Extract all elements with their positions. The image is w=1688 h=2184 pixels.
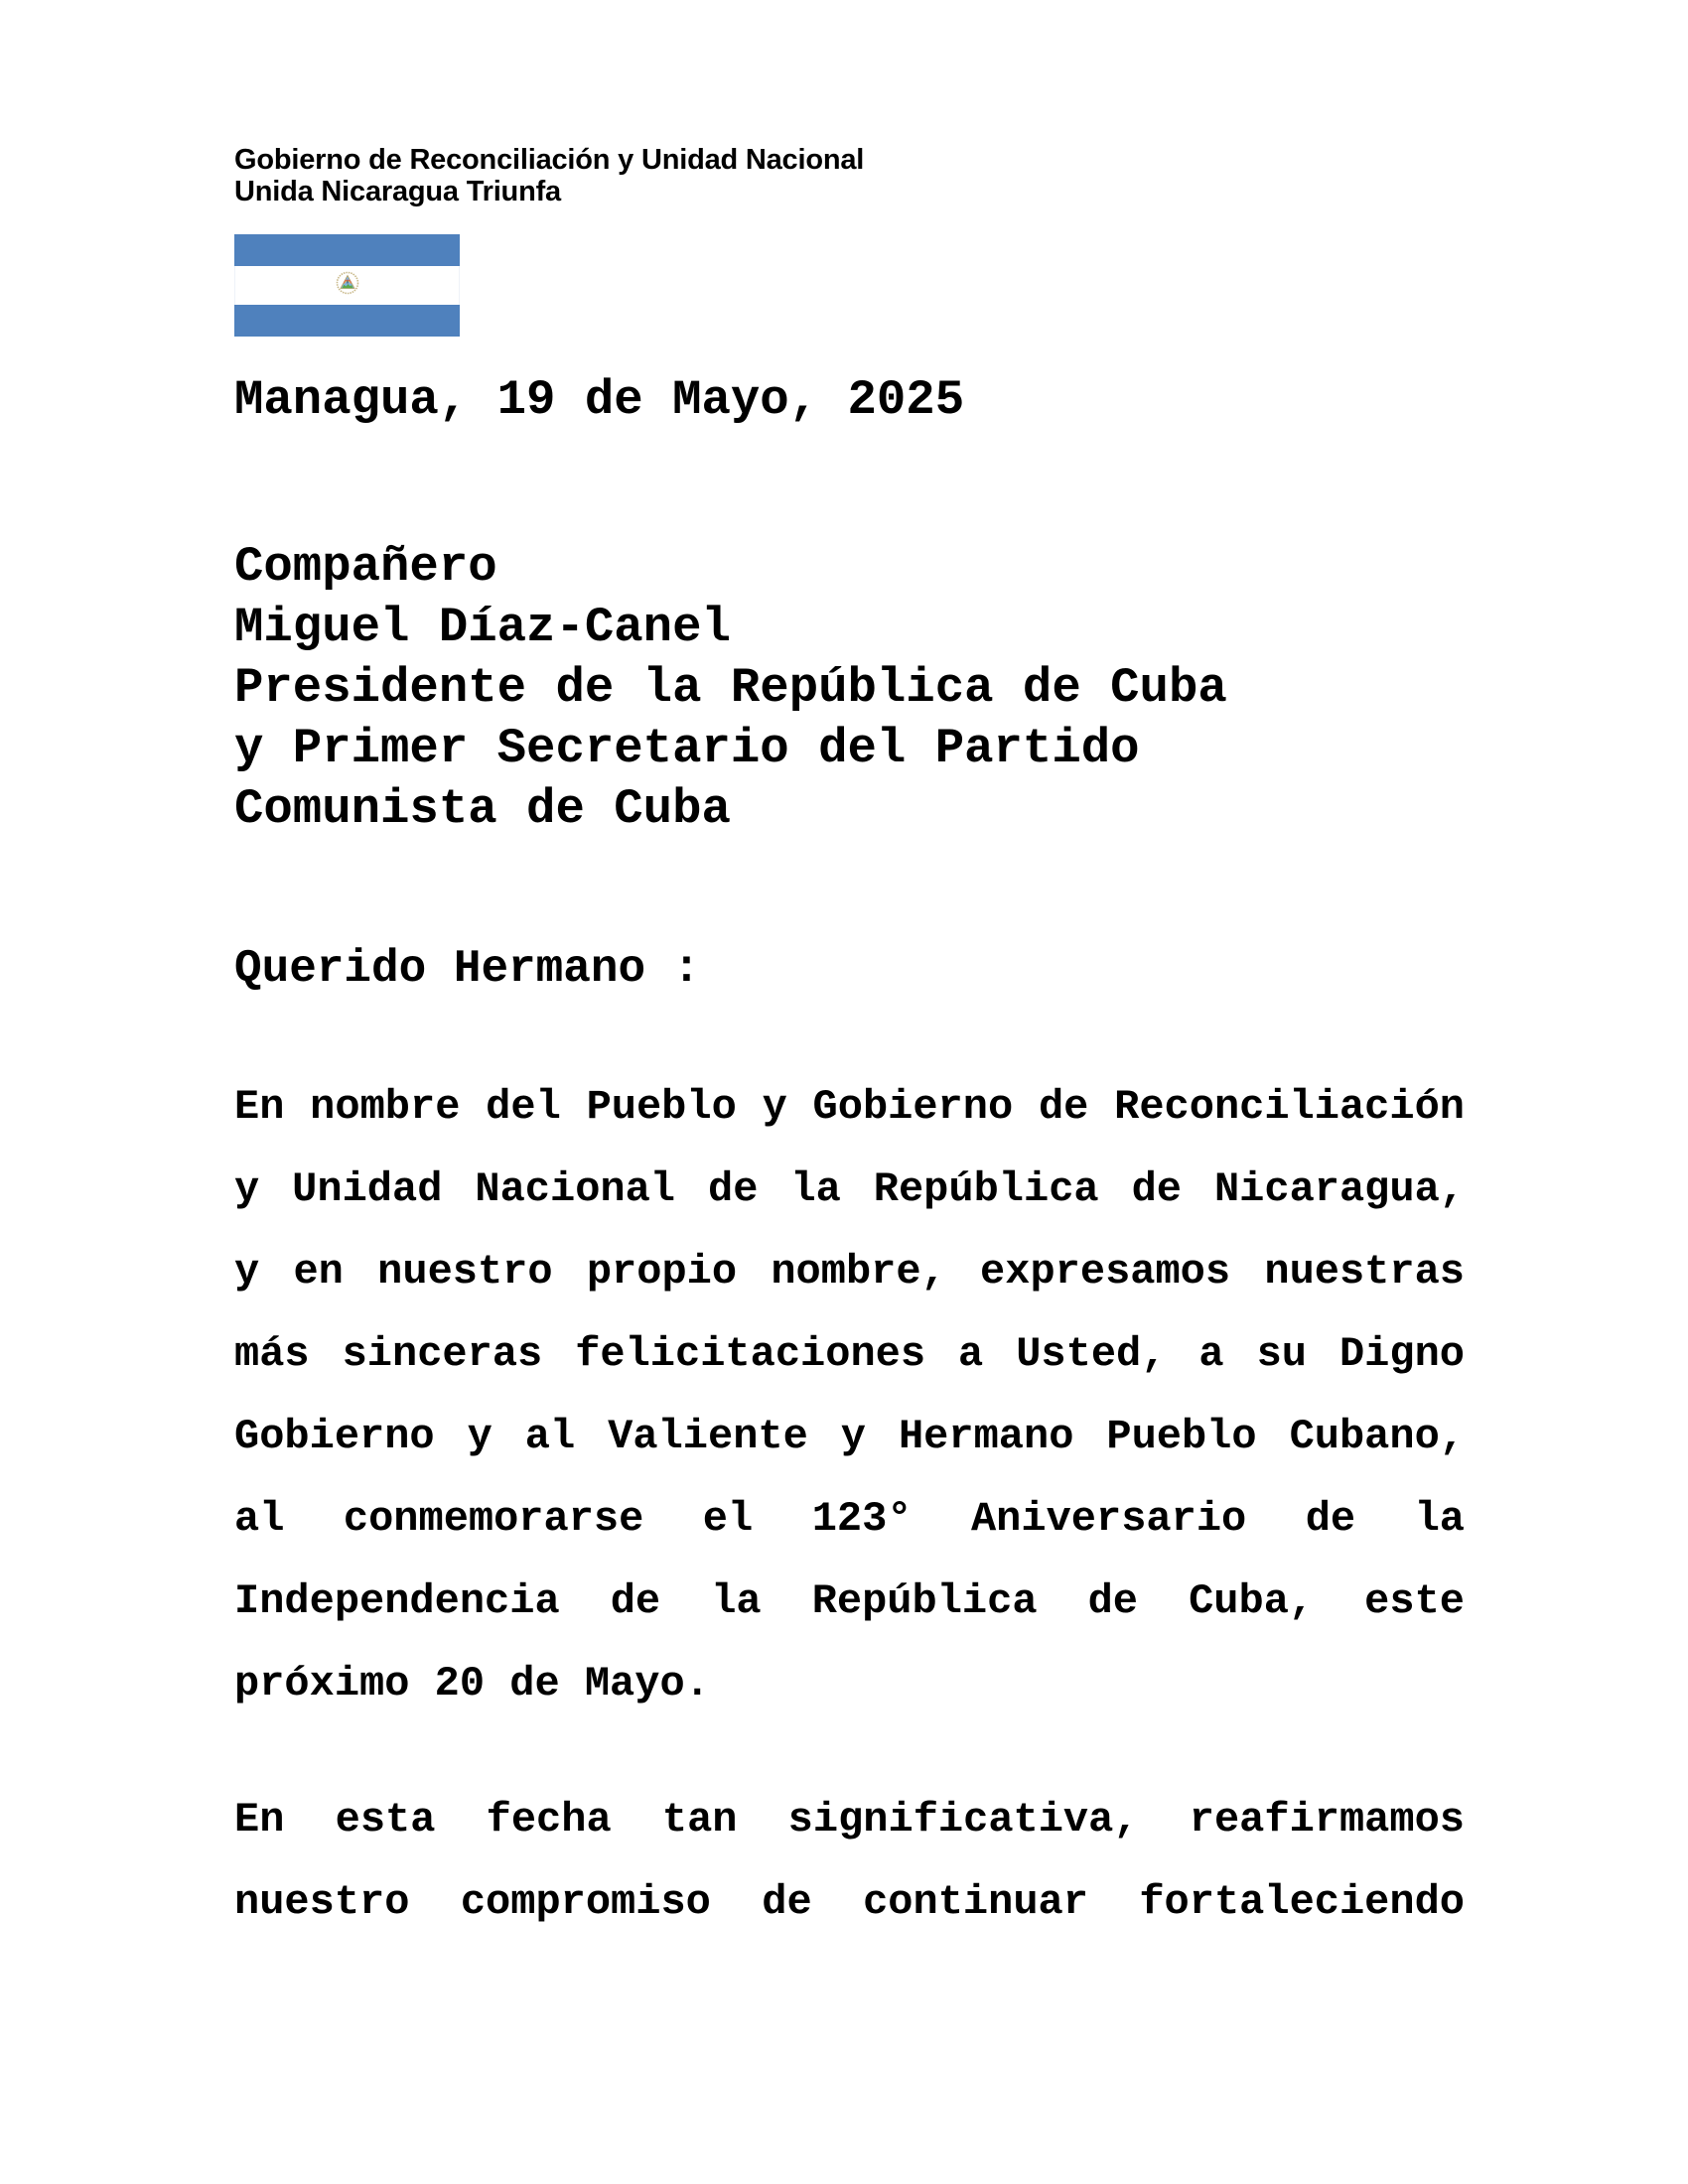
recipient-title-line-1: Presidente de la República de Cuba bbox=[234, 660, 1227, 716]
paragraph-line: Independencia de la República de Cuba, este bbox=[234, 1577, 1465, 1625]
paragraph-line: y Unidad Nacional de la República de Nicaragua, bbox=[234, 1165, 1465, 1213]
flag-middle-stripe bbox=[234, 266, 460, 305]
recipient-name: Miguel Díaz-Canel bbox=[234, 600, 731, 655]
greeting: Querido Hermano : bbox=[234, 943, 701, 995]
paragraph-line: En esta fecha tan significativa, reafirmamos bbox=[234, 1796, 1465, 1843]
body-paragraph-1 bbox=[234, 1066, 1465, 1725]
paragraph-line: nuestro compromiso de continuar fortaleciendo bbox=[234, 1878, 1465, 1926]
flag-bottom-stripe bbox=[234, 305, 460, 337]
paragraph-line: Gobierno y al Valiente y Hermano Pueblo Cubano, bbox=[234, 1413, 1465, 1460]
letterhead bbox=[234, 144, 864, 207]
paragraph-line: En nombre del Pueblo y Gobierno de Reconciliación bbox=[234, 1083, 1465, 1131]
paragraph-line: más sinceras felicitaciones a Usted, a su Digno bbox=[234, 1330, 1465, 1378]
letterhead-government-name: Gobierno de Reconciliación y Unidad Nacional bbox=[234, 144, 865, 176]
place-and-date: Managua, 19 de Mayo, 2025 bbox=[234, 372, 965, 428]
coat-of-arms-icon bbox=[336, 271, 359, 300]
recipient-salutation-title: Compañero bbox=[234, 539, 497, 595]
nicaragua-flag-icon bbox=[234, 234, 460, 337]
letterhead-slogan: Unida Nicaragua Triunfa bbox=[234, 176, 561, 207]
paragraph-line: al conmemorarse el 123° Aniversario de la bbox=[234, 1495, 1465, 1543]
body-paragraph-2 bbox=[234, 1779, 1465, 1944]
recipient-title-line-3: Comunista de Cuba bbox=[234, 781, 731, 837]
paragraph-line: próximo 20 de Mayo. bbox=[234, 1660, 710, 1707]
recipient-title-line-2: y Primer Secretario del Partido bbox=[234, 721, 1140, 776]
recipient-block bbox=[234, 537, 1227, 840]
paragraph-line: y en nuestro propio nombre, expresamos nuestras bbox=[234, 1248, 1465, 1296]
flag-top-stripe bbox=[234, 234, 460, 266]
